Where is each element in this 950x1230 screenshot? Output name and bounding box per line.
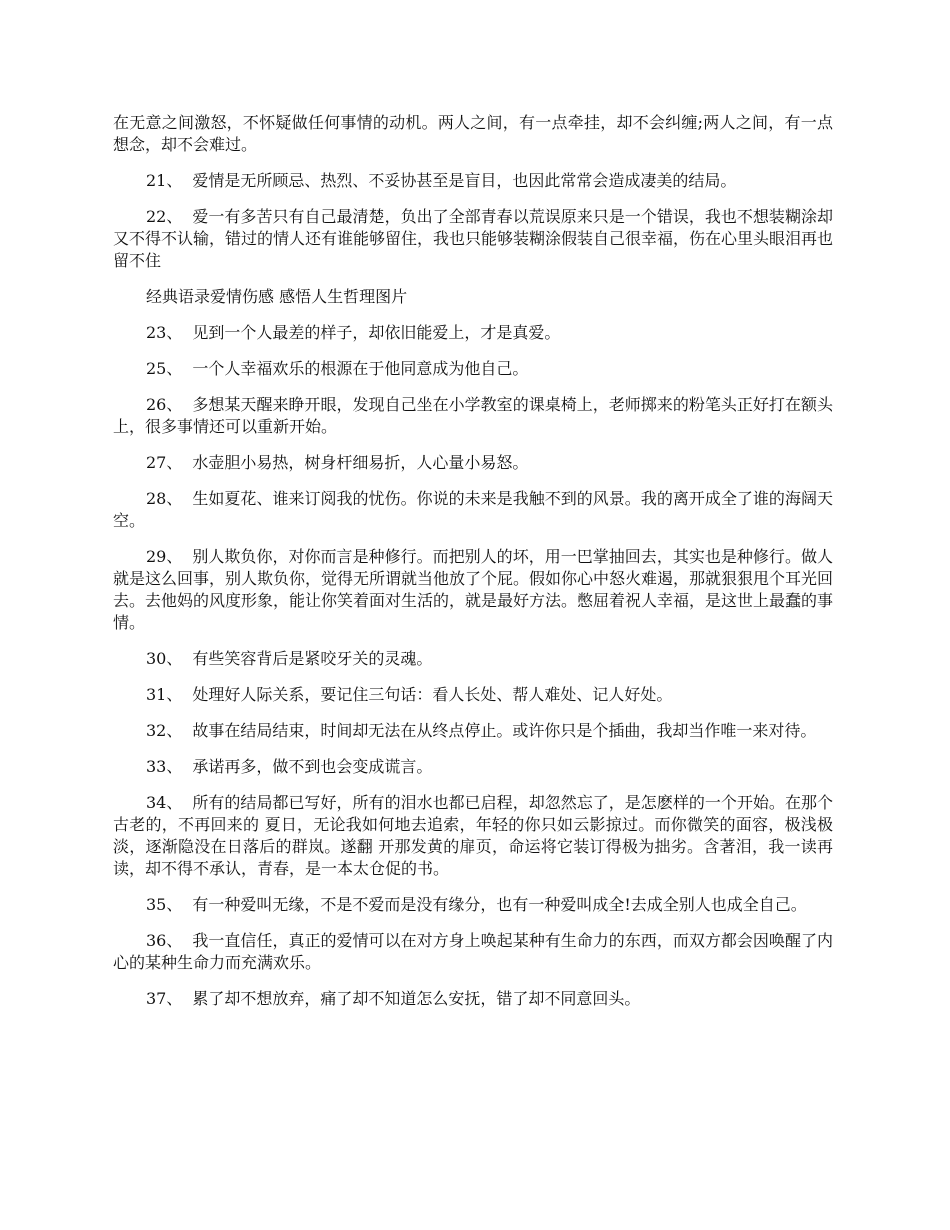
paragraph-text: 我一直信任，真正的爱情可以在对方身上唤起某种有生命力的东西，而双方都会因唤醒了内心的某种生命力而充满欢乐。	[113, 931, 833, 972]
paragraph-number: 32、	[146, 721, 183, 740]
paragraph-number: 33、	[146, 757, 183, 776]
paragraph-27	[113, 452, 833, 474]
paragraph-number: 23、	[146, 323, 183, 342]
paragraph-number: 36、	[146, 931, 183, 950]
section-heading	[113, 286, 833, 308]
paragraph-text: 多想某天醒来睁开眼，发现自己坐在小学教室的课桌椅上，老师掷来的粉笔头正好打在额头上，很多事情还可以重新开始。	[113, 395, 833, 436]
paragraph-text: 爱一有多苦只有自己最清楚，负出了全部青春以荒误原来只是一个错误，我也不想装糊涂却又不得不认输，错过的情人还有谁能够留住，我也只能够装糊涂假装自己很幸福，伤在心里头眼泪再也留不住	[113, 207, 834, 270]
paragraph-number: 26、	[146, 395, 183, 414]
paragraph-29	[113, 546, 833, 634]
paragraph-number: 37、	[146, 989, 183, 1008]
paragraph-number: 30、	[146, 649, 183, 668]
paragraph-text: 处理好人际关系，要记住三句话：看人长处、帮人难处、记人好处。	[192, 685, 673, 704]
paragraph-text: 有一种爱叫无缘，不是不爱而是没有缘分，也有一种爱叫成全!去成全别人也成全自己。	[192, 895, 807, 914]
paragraph-text: 有些笑容背后是紧咬牙关的灵魂。	[192, 649, 433, 668]
paragraph-23	[113, 322, 833, 344]
paragraph-text: 故事在结局结束，时间却无法在从终点停止。或许你只是个插曲，我却当作唯一来对待。	[192, 721, 817, 740]
paragraph-number: 34、	[146, 793, 183, 812]
paragraph-text: 承诺再多，做不到也会变成谎言。	[192, 757, 433, 776]
paragraph-text: 爱情是无所顾忌、热烈、不妥协甚至是盲目，也因此常常会造成凄美的结局。	[192, 171, 737, 190]
paragraph-number: 28、	[146, 489, 183, 508]
paragraph-number: 22、	[146, 207, 183, 226]
document-body	[113, 112, 833, 1024]
paragraph-30	[113, 648, 833, 670]
paragraph-28	[113, 488, 833, 532]
paragraph-31	[113, 684, 833, 706]
paragraph-text: 累了却不想放弃，痛了却不知道怎么安抚，错了却不同意回头。	[192, 989, 641, 1008]
paragraph-number: 29、	[146, 547, 183, 566]
paragraph-25	[113, 358, 833, 380]
paragraph-number: 21、	[146, 171, 183, 190]
paragraph-text: 见到一个人最差的样子，却依旧能爱上，才是真爱。	[192, 323, 561, 342]
paragraph-number: 25、	[146, 359, 183, 378]
heading-text: 经典语录爱情伤感 感悟人生哲理图片	[146, 287, 408, 306]
paragraph-text: 所有的结局都已写好，所有的泪水也都已启程，却忽然忘了，是怎麽样的一个开始。在那个古老的，不再回来的 夏日，无论我如何地去追索，年轻的你只如云影掠过。而你微笑的面容，极浅极淡，逐渐隐没在日落后的群岚。遂翻 开那发黄的扉页，命运将它装订得极为拙劣。含著泪，我一读再读，却不得不承认，青春，是一本太仓促的书。	[113, 793, 833, 878]
paragraph-21	[113, 170, 833, 192]
paragraph-35	[113, 894, 833, 916]
paragraph-number: 27、	[146, 453, 183, 472]
paragraph-text: 一个人幸福欢乐的根源在于他同意成为他自己。	[192, 359, 529, 378]
paragraph-37	[113, 988, 833, 1010]
paragraph-33	[113, 756, 833, 778]
paragraph-number: 35、	[146, 895, 183, 914]
paragraph-32	[113, 720, 833, 742]
paragraph-22	[113, 206, 833, 272]
paragraph-text: 生如夏花、谁来订阅我的忧伤。你说的未来是我触不到的风景。我的离开成全了谁的海阔天空。	[113, 489, 833, 530]
paragraph-36	[113, 930, 833, 974]
paragraph-text: 水壶胆小易热，树身杆细易折，人心量小易怒。	[192, 453, 529, 472]
paragraph-26	[113, 394, 833, 438]
paragraph-text: 在无意之间激怒，不怀疑做任何事情的动机。两人之间，有一点牵挂，却不会纠缠;两人之间，有一点想念，却不会难过。	[113, 113, 833, 154]
paragraph-continued	[113, 112, 833, 156]
paragraph-text: 别人欺负你，对你而言是种修行。而把别人的坏，用一巴掌抽回去，其实也是种修行。做人就是这么回事，别人欺负你，觉得无所谓就当他放了个屁。假如你心中怒火难遏，那就狠狠甩个耳光回去。去他妈的风度形象，能让你笑着面对生活的，就是最好方法。憋屈着祝人幸福，是这世上最蠢的事情。	[113, 547, 834, 632]
paragraph-number: 31、	[146, 685, 183, 704]
paragraph-34	[113, 792, 833, 880]
